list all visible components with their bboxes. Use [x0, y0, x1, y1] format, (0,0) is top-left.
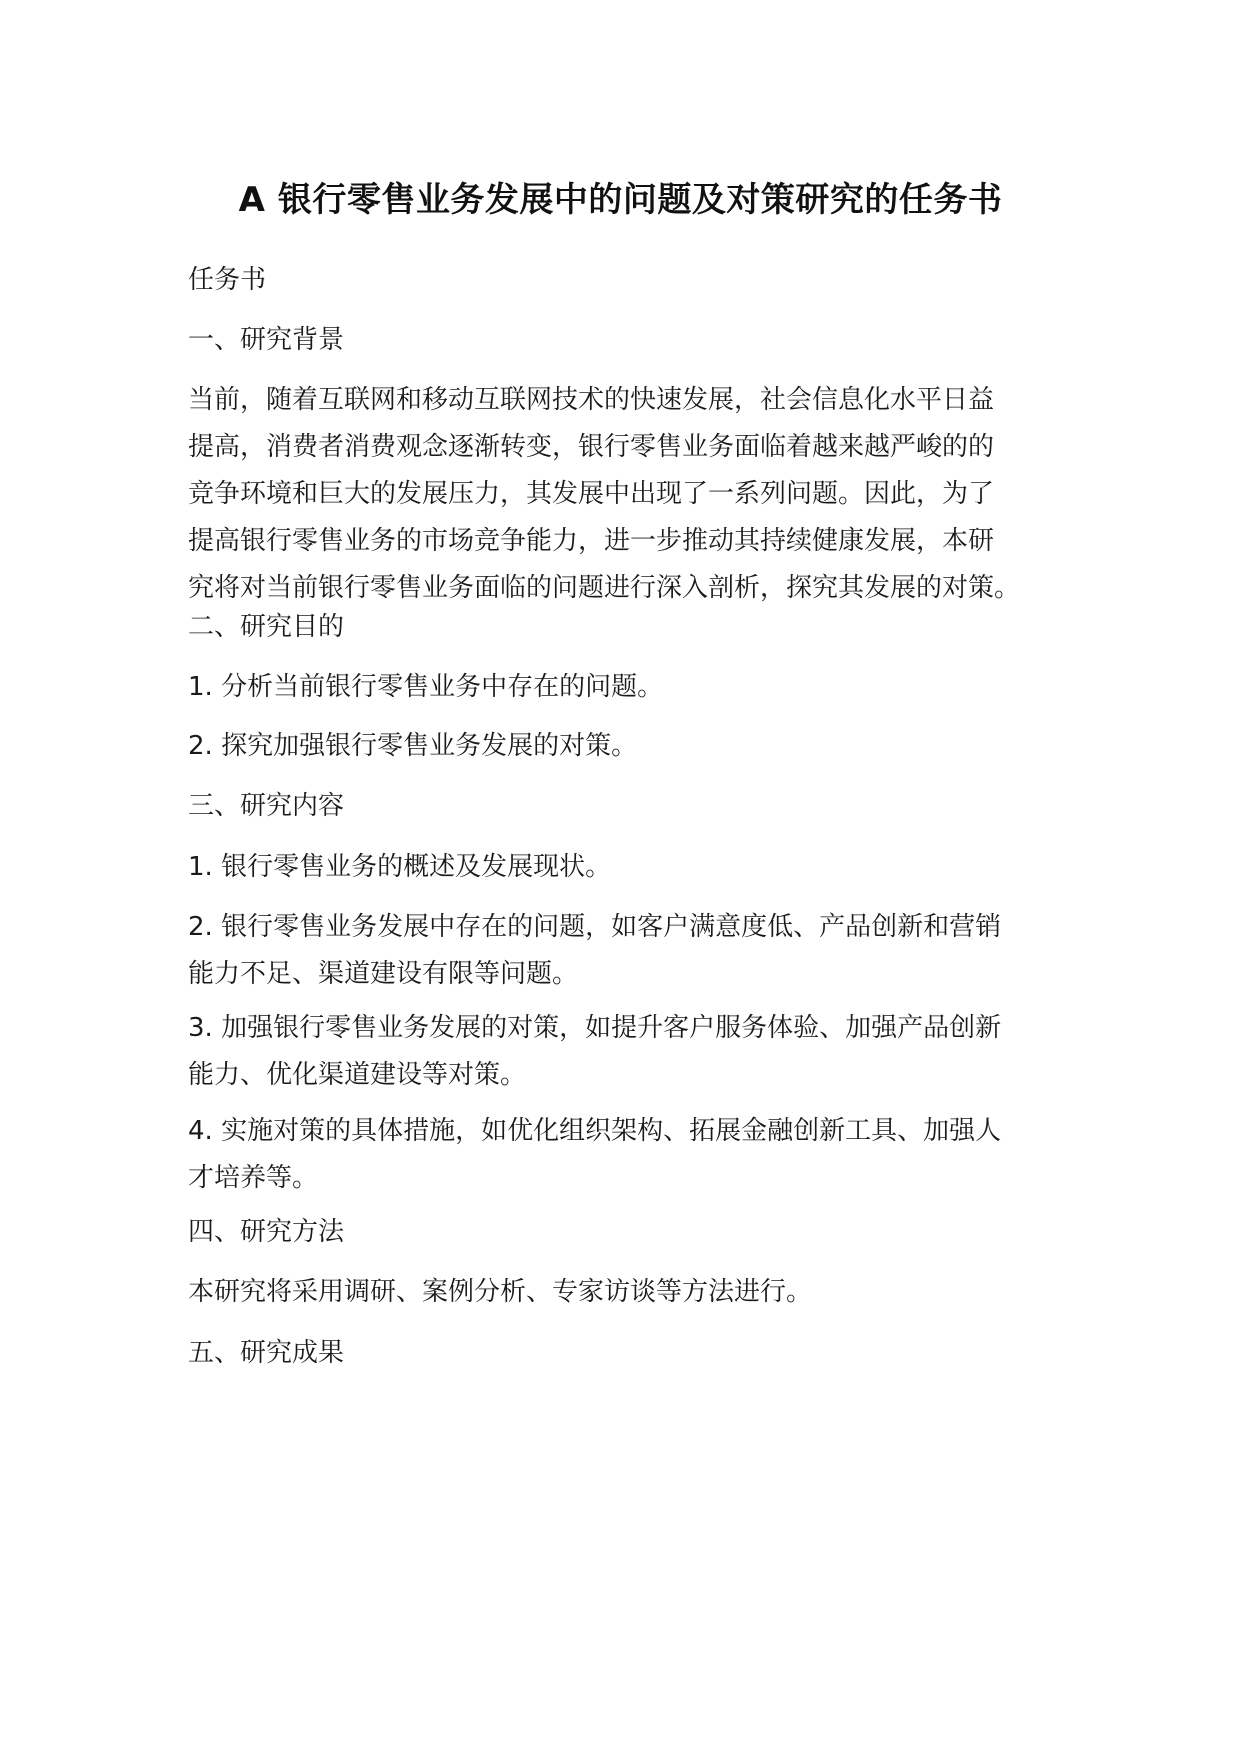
purpose-item-1: 1. 分析当前银行零售业务中存在的问题。	[188, 672, 664, 702]
paragraph-line: 2. 银行零售业务发展中存在的问题，如客户满意度低、产品创新和营销	[188, 912, 1002, 942]
paragraph-line: 竞争环境和巨大的发展压力，其发展中出现了一系列问题。因此，为了	[188, 479, 995, 509]
section-heading-purpose: 二、研究目的	[188, 612, 345, 642]
document-title: A 银行零售业务发展中的问题及对策研究的任务书	[238, 180, 1003, 220]
paragraph-line: 才培养等。	[188, 1163, 319, 1193]
paragraph-line: 能力不足、渠道建设有限等问题。	[188, 959, 579, 989]
paragraph-line: 能力、优化渠道建设等对策。	[188, 1060, 527, 1090]
content-item-1: 1. 银行零售业务的概述及发展现状。	[188, 852, 612, 882]
section-heading-method: 四、研究方法	[188, 1217, 345, 1247]
background-paragraph	[188, 377, 1068, 612]
paragraph-line: 究将对当前银行零售业务面临的问题进行深入剖析，探究其发展的对策。	[188, 573, 1021, 603]
paragraph-line: 提高，消费者消费观念逐渐转变，银行零售业务面临着越来越严峻的的	[188, 432, 995, 462]
content-item-3	[188, 1005, 1068, 1099]
section-heading-results: 五、研究成果	[188, 1338, 345, 1368]
document-label: 任务书	[188, 265, 267, 295]
section-heading-background: 一、研究背景	[188, 325, 345, 355]
paragraph-line: 提高银行零售业务的市场竞争能力，进一步推动其持续健康发展，本研	[188, 526, 995, 556]
content-item-2	[188, 904, 1068, 998]
purpose-item-2: 2. 探究加强银行零售业务发展的对策。	[188, 731, 638, 761]
method-paragraph: 本研究将采用调研、案例分析、专家访谈等方法进行。	[188, 1277, 813, 1307]
paragraph-line: 3. 加强银行零售业务发展的对策，如提升客户服务体验、加强产品创新	[188, 1013, 1002, 1043]
section-heading-content: 三、研究内容	[188, 791, 345, 821]
paragraph-line: 4. 实施对策的具体措施，如优化组织架构、拓展金融创新工具、加强人	[188, 1116, 1002, 1146]
content-item-4	[188, 1108, 1068, 1202]
paragraph-line: 当前，随着互联网和移动互联网技术的快速发展，社会信息化水平日益	[188, 385, 995, 415]
